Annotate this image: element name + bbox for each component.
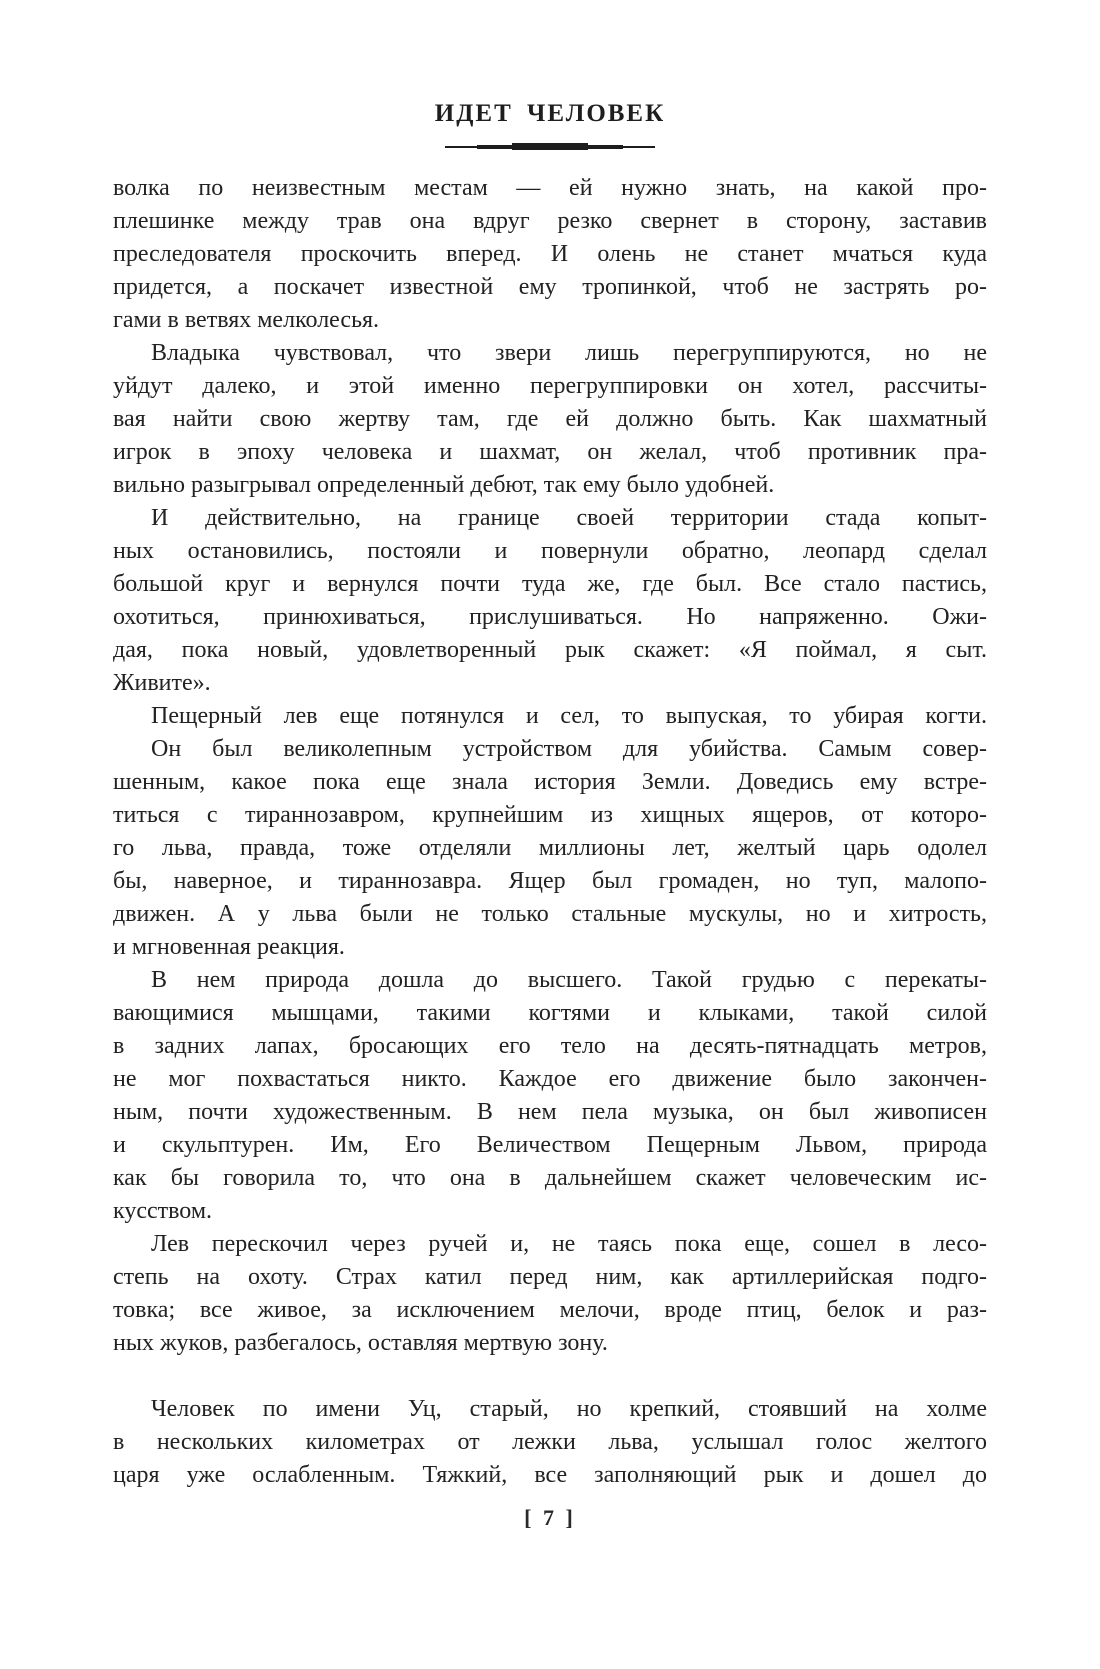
- paragraph: [113, 964, 987, 1228]
- text-line: бы, наверное, и тираннозавра. Ящер был громаден, но туп, малопо-: [113, 868, 987, 894]
- text-line: и скульптурен. Им, Его Величеством Пещерным Львом, природа: [113, 1132, 987, 1158]
- page-footer: [0, 1505, 1100, 1531]
- text-line: степь на охоту. Страх катил перед ним, как артиллерийская подго-: [113, 1264, 987, 1290]
- text-line: придется, а поскачет известной ему тропинкой, чтоб не застрять ро-: [113, 274, 987, 300]
- text-line: вающимися мышцами, такими когтями и клыками, такой силой: [113, 1000, 987, 1026]
- text-line: Лев перескочил через ручей и, не таясь пока еще, сошел в лесо-: [151, 1231, 987, 1257]
- text-line: не мог похвастаться никто. Каждое его движение было закончен-: [113, 1066, 987, 1092]
- text-line: товка; все живое, за исключением мелочи, вроде птиц, белок и раз-: [113, 1297, 987, 1323]
- text-line: Пещерный лев еще потянулся и сел, то выпуская, то убирая когти.: [151, 703, 987, 729]
- text-line: вильно разыгрывал определенный дебют, так ему было удобней.: [113, 472, 775, 498]
- text-line: ных остановились, постояли и повернули обратно, леопард сделал: [113, 538, 987, 564]
- text-line: В нем природа дошла до высшего. Такой грудью с перекаты-: [151, 967, 987, 993]
- paragraph: [113, 337, 987, 502]
- text-line: в нескольких километрах от лежки льва, услышал голос желтого: [113, 1429, 987, 1455]
- text-line: уйдут далеко, и этой именно перегруппировки он хотел, рассчиты-: [113, 373, 987, 399]
- text-line: царя уже ослабленным. Тяжкий, все заполняющий рык и дошел до: [113, 1462, 987, 1488]
- paragraph: [113, 733, 987, 964]
- text-line: Он был великолепным устройством для убийства. Самым совер-: [151, 736, 987, 762]
- text-line: го льва, правда, тоже отделяли миллионы лет, желтый царь одолел: [113, 835, 987, 861]
- paragraph: [113, 502, 987, 700]
- text-line: как бы говорила то, что она в дальнейшем скажет человеческим ис-: [113, 1165, 987, 1191]
- text-line: Живите».: [113, 670, 211, 696]
- text-line: Человек по имени Уц, старый, но крепкий, стоявший на холме: [151, 1396, 987, 1422]
- text-line: движен. А у льва были не только стальные мускулы, но и хитрость,: [113, 901, 987, 927]
- body-text: [113, 172, 987, 1492]
- text-line: титься с тираннозавром, крупнейшим из хищных ящеров, от которо-: [113, 802, 987, 828]
- text-line: гами в ветвях мелколесья.: [113, 307, 380, 333]
- text-line: игрок в эпоху человека и шахмат, он желал, чтоб противник пра-: [113, 439, 987, 465]
- paragraph: [113, 700, 987, 733]
- text-line: волка по неизвестным местам — ей нужно знать, на какой про-: [113, 175, 987, 201]
- text-line: ных жуков, разбегалось, оставляя мертвую зону.: [113, 1330, 608, 1356]
- text-line: плешинке между трав она вдруг резко свернет в сторону, заставив: [113, 208, 987, 234]
- text-line: охотиться, принюхиваться, прислушиваться. Но напряженно. Ожи-: [113, 604, 987, 630]
- paragraph: [113, 1393, 987, 1492]
- text-line: ным, почти художественным. В нем пела музыка, он был живописен: [113, 1099, 987, 1125]
- text-line: кусством.: [113, 1198, 213, 1224]
- page-header: [0, 0, 1100, 151]
- text-line: дая, пока новый, удовлетворенный рык скажет: «Я поймал, я сыт.: [113, 637, 987, 663]
- chapter-divider: [445, 142, 655, 151]
- text-line: И действительно, на границе своей территории стада копыт-: [151, 505, 987, 531]
- page-number: [ 7 ]: [524, 1505, 576, 1530]
- text-line: в задних лапах, бросающих его тело на десять-пятнадцать метров,: [113, 1033, 987, 1059]
- text-line: большой круг и вернулся почти туда же, где был. Все стало пастись,: [113, 571, 987, 597]
- chapter-title: ИДЕТ ЧЕЛОВЕК: [434, 100, 666, 127]
- text-line: и мгновенная реакция.: [113, 934, 345, 960]
- text-line: Владыка чувствовал, что звери лишь перегруппируются, но не: [151, 340, 987, 366]
- text-line: вая найти свою жертву там, где ей должно быть. Как шахматный: [113, 406, 987, 432]
- paragraph: [113, 1228, 987, 1360]
- text-line: преследователя проскочить вперед. И олень не станет мчаться куда: [113, 241, 987, 267]
- paragraph: [113, 172, 987, 337]
- divider-thick-line: [512, 143, 588, 150]
- text-line: шенным, какое пока еще знала история Земли. Доведись ему встре-: [113, 769, 987, 795]
